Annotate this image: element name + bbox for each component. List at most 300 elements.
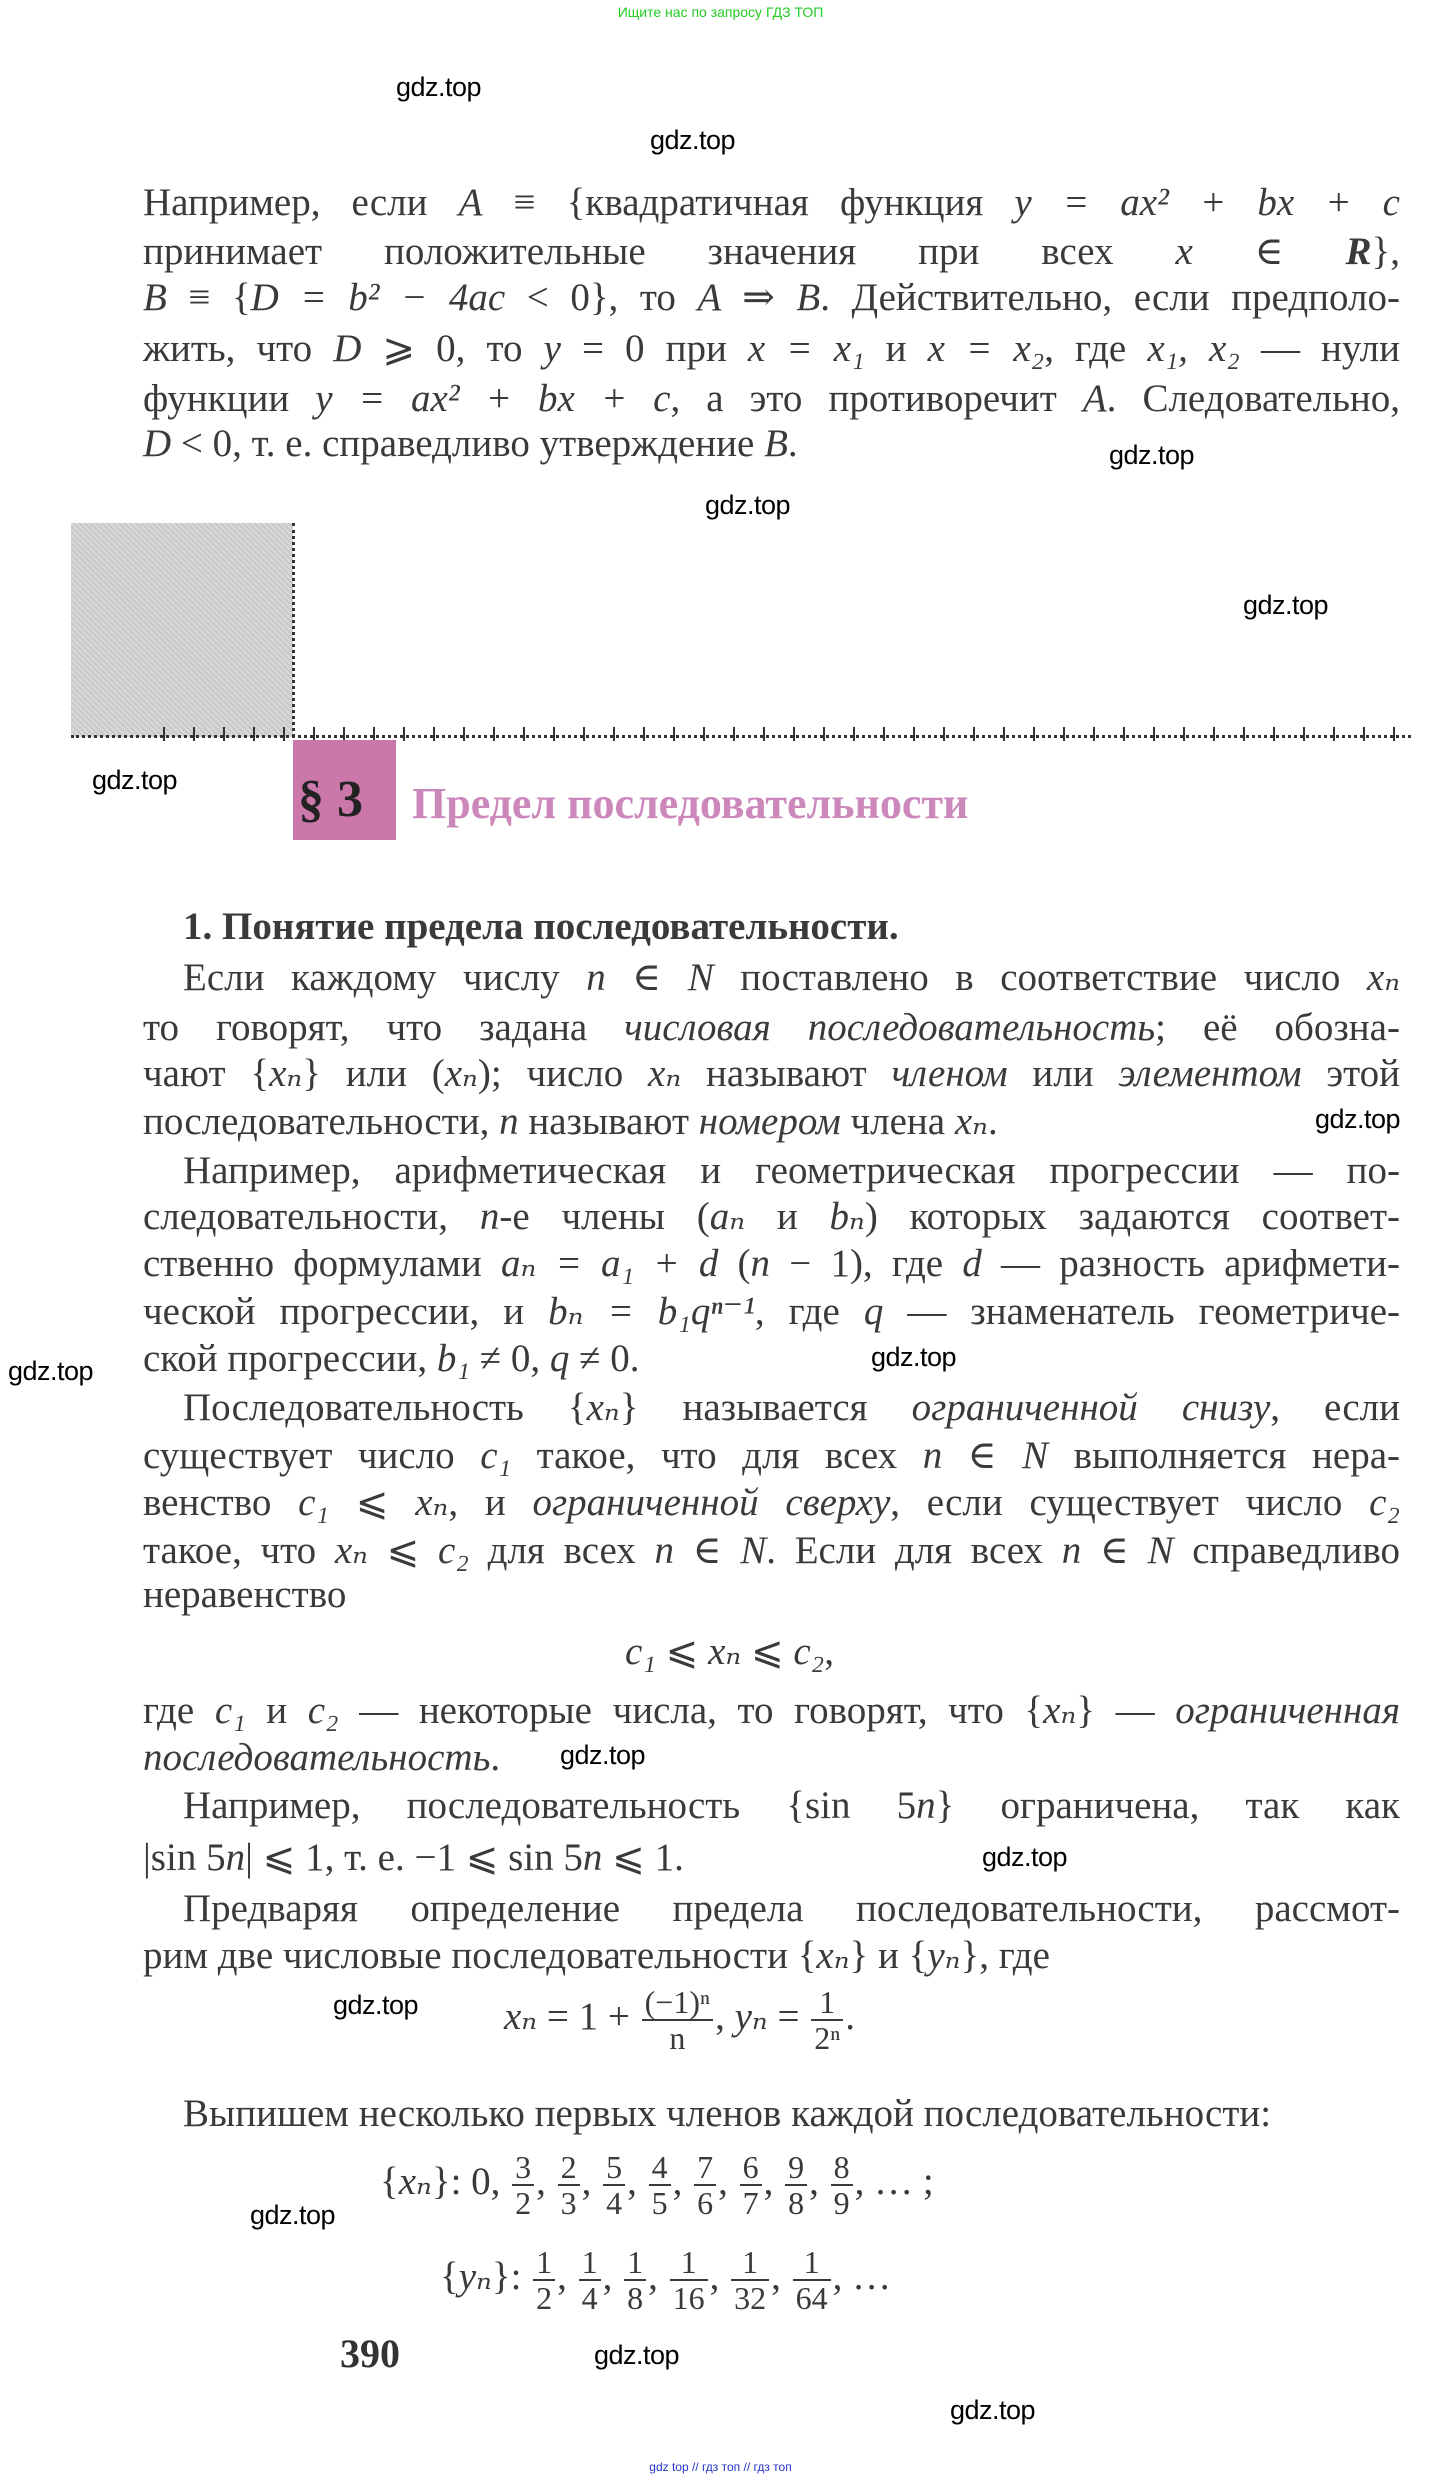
math-text: y: [543, 327, 561, 370]
watermark: gdz.top: [950, 2395, 1036, 2425]
text-segment: и: [745, 1195, 830, 1238]
math-text: членом: [891, 1052, 1008, 1095]
fraction: [624, 2245, 646, 2315]
text-line: [143, 1384, 1400, 1432]
text-line: [143, 954, 1400, 1002]
text-segment: ∈: [674, 1529, 741, 1572]
fraction: [670, 2245, 708, 2315]
text-line: [143, 1098, 1400, 1146]
text-segment: такое, что для всех: [511, 1434, 923, 1477]
ruler-tick: [433, 727, 435, 741]
ruler-tick: [1153, 727, 1155, 741]
fraction-denominator: 7: [742, 2185, 759, 2221]
text-segment: Предваряя определение предела последовательности, рассмот-: [183, 1887, 1400, 1930]
fraction-numerator: 8: [831, 2150, 853, 2186]
text-segment: этой: [1301, 1052, 1400, 1095]
fraction-denominator: 3: [560, 2185, 577, 2221]
fraction-numerator: 2: [558, 2150, 580, 2186]
text-line: [143, 1240, 1400, 1288]
text-segment: ,: [557, 2254, 577, 2298]
text-line: [143, 1432, 1400, 1480]
fraction: [649, 2150, 671, 2220]
math-text: N: [1147, 1529, 1174, 1572]
text-segment: ,: [672, 2159, 693, 2203]
text-segment: | ⩽ 1, т. е. −1 ⩽ sin 5: [245, 1836, 583, 1879]
math-text: A: [1082, 377, 1107, 420]
text-segment: — нули: [1239, 327, 1400, 370]
text-segment: ≡ {квадратичная функция: [482, 181, 1015, 224]
math-text: xₙ: [444, 1052, 478, 1095]
watermark: gdz.top: [982, 1842, 1068, 1872]
fraction-numerator: 1: [731, 2245, 769, 2281]
text-line: [143, 420, 1400, 468]
math-text: c₂: [307, 1689, 339, 1732]
text-line: [143, 274, 1400, 322]
text-segment: ской прогрессии,: [143, 1337, 437, 1380]
fraction: [731, 2245, 769, 2315]
text-segment: Например, арифметическая и геометрическая прогрессии — по-: [183, 1149, 1400, 1192]
text-segment: ⩽: [741, 1630, 794, 1673]
text-line: [143, 1288, 1400, 1336]
math-text: xₙ: [398, 2159, 432, 2203]
text-segment: Например, если: [143, 181, 459, 224]
ruler-tick: [853, 727, 855, 741]
math-text: ограниченной сверху: [532, 1481, 891, 1524]
text-segment: существует число: [143, 1434, 481, 1477]
math-text: N: [740, 1529, 767, 1572]
fraction: [512, 2150, 534, 2220]
text-segment: ,: [718, 2159, 738, 2203]
text-segment: рим две числовые последовательности {: [143, 1934, 817, 1977]
math-text: c₁: [625, 1630, 656, 1673]
math-text: ограниченной снизу: [911, 1386, 1271, 1429]
text-segment: чают {: [143, 1052, 270, 1095]
text-segment: {: [440, 2254, 459, 2298]
ruler-tick: [1243, 727, 1245, 741]
text-segment: и: [245, 1689, 308, 1732]
text-segment: , и: [448, 1481, 533, 1524]
fraction-denominator: 5: [651, 2185, 668, 2221]
fraction: [694, 2150, 716, 2220]
math-text: N: [687, 956, 714, 999]
math-text: q: [549, 1337, 570, 1380]
text-segment: . Если для всех: [766, 1529, 1062, 1572]
text-segment: то говорят, что задана: [143, 1006, 625, 1049]
text-segment: ⩽ 1.: [602, 1836, 684, 1879]
ruler-tick: [703, 727, 705, 741]
decorative-dotted-vertical-rule: [292, 523, 295, 737]
math-text: q: [863, 1290, 884, 1333]
text-segment: ,: [536, 2159, 556, 2203]
text-segment: },: [1371, 230, 1400, 273]
fraction-denominator: 6: [697, 2185, 714, 2221]
math-text: c₂: [438, 1529, 469, 1572]
watermark: gdz.top: [1109, 440, 1195, 470]
math-text: D = b² − 4ac: [250, 276, 506, 319]
math-text: c₁: [214, 1689, 246, 1732]
math-text: xₙ: [1043, 1689, 1077, 1732]
math-text: bₙ = b₁qⁿ⁻¹: [548, 1290, 755, 1333]
text-segment: ; её обозна-: [1155, 1006, 1400, 1049]
text-segment: |sin 5: [143, 1836, 226, 1879]
text-segment: следовательности,: [143, 1195, 480, 1238]
text-line: [143, 1527, 1400, 1575]
text-line: [143, 1004, 1400, 1052]
text-segment: ,: [627, 2159, 647, 2203]
footer-watermark: gdz top // гдз топ // гдз топ: [649, 2460, 792, 2474]
math-text: n: [750, 1242, 771, 1285]
text-segment: ); число: [477, 1052, 649, 1095]
text-segment: последовательности,: [143, 1100, 500, 1143]
fraction-numerator: 3: [512, 2150, 534, 2186]
math-text: yₙ: [734, 1994, 768, 2038]
text-line: [143, 1479, 1400, 1527]
math-text: xₙ: [1366, 956, 1401, 999]
text-segment: ∈: [942, 1434, 1023, 1477]
math-text: yₙ: [927, 1934, 961, 1977]
fraction-numerator: 5: [603, 2150, 625, 2186]
text-line: [143, 1834, 1400, 1882]
text-segment: члена: [840, 1100, 955, 1143]
ruler-tick: [733, 727, 735, 741]
math-text: D: [143, 422, 172, 465]
watermark: gdz.top: [333, 1990, 419, 2020]
fraction-denominator: 32: [734, 2280, 767, 2316]
math-text: xₙ: [334, 1529, 368, 1572]
text-segment: венство: [143, 1481, 299, 1524]
math-text: xₙ: [954, 1100, 988, 1143]
math-text: y = ax² + bx + c: [315, 377, 671, 420]
math-text: A ⇒ B: [697, 276, 821, 319]
text-segment: ) которых задаются соответ-: [864, 1195, 1401, 1238]
text-segment: .: [787, 422, 798, 465]
math-text: xₙ: [648, 1052, 682, 1095]
math-text: R: [1345, 230, 1372, 273]
ruler-tick: [313, 727, 315, 741]
fraction-denominator: 2: [536, 2280, 553, 2316]
math-text: n: [586, 956, 606, 999]
text-line: [143, 1932, 1400, 1980]
text-segment: }, где: [960, 1934, 1050, 1977]
text-line: [143, 1571, 1400, 1619]
fraction-numerator: 6: [740, 2150, 762, 2186]
ruler-tick: [793, 727, 795, 741]
math-text: последовательность: [143, 1736, 491, 1779]
math-text: c₂: [793, 1630, 825, 1673]
text-segment: ственно формулами: [143, 1242, 501, 1285]
text-line: [143, 1050, 1400, 1098]
ruler-tick: [913, 727, 915, 741]
math-text: xₙ: [586, 1386, 620, 1429]
fraction-denominator: 9: [833, 2185, 850, 2221]
text-segment: ≡ {: [166, 276, 251, 319]
text-segment: (: [718, 1242, 751, 1285]
text-line: [143, 375, 1400, 423]
fraction-denominator: 4: [606, 2185, 623, 2221]
text-segment: , … ;: [854, 2159, 934, 2203]
text-segment: ≠ 0.: [569, 1337, 640, 1380]
text-line: [143, 1782, 1400, 1830]
fraction-numerator: 4: [649, 2150, 671, 2186]
ruler-tick: [343, 727, 345, 741]
text-segment: для всех: [468, 1529, 655, 1572]
watermark: gdz.top: [560, 1740, 646, 1770]
fraction: [785, 2150, 807, 2220]
text-segment: ⩾ 0, то: [361, 327, 544, 370]
math-text: n: [1061, 1529, 1082, 1572]
ruler-tick: [1003, 727, 1005, 741]
text-segment: ,: [715, 1994, 735, 2038]
text-segment: } —: [1076, 1689, 1176, 1732]
text-line: [504, 1985, 855, 2055]
fraction-numerator: 7: [694, 2150, 716, 2186]
section-title: Предел последовательности: [412, 779, 969, 828]
text-segment: , …: [832, 2254, 892, 2298]
text-segment: Выпишем несколько первых членов каждой последовательности:: [183, 2092, 1272, 2135]
fraction-numerator: 1: [579, 2245, 601, 2281]
ruler-tick: [1273, 727, 1275, 741]
math-text: aₙ: [709, 1195, 746, 1238]
text-line: [143, 1687, 1400, 1735]
math-text: элементом: [1118, 1052, 1302, 1095]
text-segment: } или (: [302, 1052, 445, 1095]
text-line: [143, 1335, 1400, 1383]
text-line: [143, 1734, 1400, 1782]
ruler-tick: [1063, 727, 1065, 741]
ruler-tick: [523, 727, 525, 741]
math-text: x = x₂: [927, 327, 1045, 370]
math-text: N: [1022, 1434, 1049, 1477]
text-segment: называют: [681, 1052, 892, 1095]
fraction-numerator: 1: [670, 2245, 708, 2281]
decorative-gray-block: [71, 523, 293, 737]
ruler-tick: [1213, 727, 1215, 741]
text-segment: ,: [763, 2159, 784, 2203]
text-segment: ,: [709, 2254, 730, 2298]
ruler-tick: [283, 727, 285, 741]
ruler-tick: [583, 727, 585, 741]
text-segment: 1. Понятие предела последовательности.: [183, 905, 899, 948]
text-segment: , где: [1044, 327, 1148, 370]
text-segment: ,: [581, 2159, 602, 2203]
watermark: gdz.top: [250, 2200, 336, 2230]
fraction-numerator: (−1)ⁿ: [642, 1985, 713, 2021]
fraction-denominator: 8: [788, 2185, 805, 2221]
math-text: n: [582, 1836, 603, 1879]
text-segment: } ограничена, так как: [935, 1784, 1401, 1827]
ruler-tick: [823, 727, 825, 741]
fraction-numerator: 1: [533, 2245, 555, 2281]
text-segment: выполняется нера-: [1048, 1434, 1400, 1477]
fraction-denominator: n: [669, 2020, 686, 2056]
ruler-tick: [1303, 727, 1305, 741]
text-segment: } и {: [849, 1934, 928, 1977]
ruler-tick: [1363, 727, 1365, 741]
text-segment: ∈: [1192, 230, 1346, 273]
math-text: b₁: [436, 1337, 470, 1380]
ruler-tick: [403, 727, 405, 741]
text-segment: -е члены (: [499, 1195, 710, 1238]
fraction: [811, 1985, 843, 2055]
math-text: aₙ = a₁ + d: [500, 1242, 719, 1285]
text-segment: .: [845, 1994, 856, 2038]
fraction-denominator: 4: [581, 2280, 598, 2316]
text-segment: — некоторые числа, то говорят, что {: [338, 1689, 1044, 1732]
text-segment: , если: [1270, 1386, 1400, 1429]
text-segment: поставлено в соответствие число: [713, 956, 1367, 999]
section-number: § 3: [298, 771, 363, 828]
ruler-tick: [493, 727, 495, 741]
math-text: n: [916, 1784, 936, 1827]
fraction: [740, 2150, 762, 2220]
text-segment: . Действительно, если предполо-: [820, 276, 1400, 319]
text-segment: ⩽: [367, 1529, 439, 1572]
text-line: [143, 1193, 1400, 1241]
watermark: gdz.top: [1243, 590, 1329, 620]
math-text: y = ax² + bx + c: [1014, 181, 1400, 224]
text-segment: где: [143, 1689, 215, 1732]
text-segment: } называется: [619, 1386, 912, 1429]
math-text: n: [922, 1434, 943, 1477]
math-text: номером: [698, 1100, 841, 1143]
ruler-tick: [883, 727, 885, 741]
math-text: xₙ: [708, 1630, 742, 1673]
text-segment: = 1 +: [537, 1994, 640, 2038]
math-text: bₙ: [829, 1195, 865, 1238]
text-segment: − 1), где: [770, 1242, 963, 1285]
text-segment: — разность арифмети-: [981, 1242, 1400, 1285]
page-number: 390: [340, 2331, 400, 2376]
text-segment: или: [1007, 1052, 1119, 1095]
ruler-tick: [463, 727, 465, 741]
text-segment: жить, что: [143, 327, 334, 370]
text-segment: =: [767, 1994, 810, 2038]
math-text: числовая последовательность: [624, 1006, 1156, 1049]
text-segment: ,: [809, 2159, 829, 2203]
math-text: c₁: [298, 1481, 329, 1524]
ruler-tick: [673, 727, 675, 741]
text-segment: Если каждому числу: [183, 956, 587, 999]
text-segment: . Следовательно,: [1106, 377, 1400, 420]
math-text: n: [654, 1529, 674, 1572]
fraction-denominator: 64: [795, 2280, 828, 2316]
math-text: c₁: [480, 1434, 512, 1477]
fraction: [558, 2150, 580, 2220]
text-segment: ,: [602, 2254, 623, 2298]
text-segment: называют: [518, 1100, 699, 1143]
fraction: [579, 2245, 601, 2315]
fraction-denominator: 2ⁿ: [814, 2020, 841, 2056]
text-segment: < 0, т. е. справедливо утверждение: [171, 422, 765, 465]
text-segment: < 0}, то: [505, 276, 698, 319]
watermark: gdz.top: [1315, 1104, 1401, 1134]
text-line: [625, 1628, 834, 1676]
ruler-tick: [1393, 727, 1395, 741]
math-text: xₙ: [816, 1934, 850, 1977]
text-segment: }: 0,: [431, 2159, 511, 2203]
math-text: yₙ: [458, 2254, 492, 2298]
watermark: gdz.top: [705, 490, 791, 520]
text-segment: принимает положительные значения при всех: [143, 230, 1176, 273]
math-text: n: [499, 1100, 519, 1143]
math-text: A: [458, 181, 483, 224]
text-line: [440, 2245, 891, 2315]
text-segment: }:: [491, 2254, 532, 2298]
text-segment: и: [864, 327, 928, 370]
math-text: xₙ: [269, 1052, 303, 1095]
fraction: [831, 2150, 853, 2220]
text-line: [143, 228, 1400, 276]
text-segment: ≠ 0,: [469, 1337, 550, 1380]
math-text: x₁, x₂: [1147, 327, 1240, 370]
math-text: n: [225, 1836, 246, 1879]
watermark: gdz.top: [396, 72, 482, 102]
text-segment: , если существует число: [890, 1481, 1370, 1524]
fraction-denominator: 16: [672, 2280, 705, 2316]
decorative-dotted-ruler: [71, 735, 1411, 738]
fraction-numerator: 1: [624, 2245, 646, 2281]
text-segment: , а это противоречит: [670, 377, 1083, 420]
ruler-tick: [193, 727, 195, 741]
fraction-numerator: 9: [785, 2150, 807, 2186]
text-segment: ,: [771, 2254, 791, 2298]
fraction: [793, 2245, 831, 2315]
watermark: gdz.top: [650, 125, 736, 155]
math-text: n: [479, 1195, 500, 1238]
ruler-tick: [1093, 727, 1095, 741]
text-line: [143, 903, 1400, 951]
fraction: [642, 1985, 713, 2055]
ruler-tick: [553, 727, 555, 741]
math-text: ограниченная: [1175, 1689, 1400, 1732]
ruler-tick: [1183, 727, 1185, 741]
ruler-tick: [163, 727, 165, 741]
ruler-tick: [253, 727, 255, 741]
text-segment: неравенство: [143, 1573, 347, 1616]
ruler-tick: [223, 727, 225, 741]
math-text: D: [333, 327, 362, 370]
math-text: xₙ: [504, 1994, 538, 2038]
fraction-numerator: 1: [811, 1985, 843, 2021]
fraction-denominator: 2: [515, 2185, 532, 2221]
text-segment: Например, последовательность {sin 5: [183, 1784, 917, 1827]
text-segment: справедливо: [1173, 1529, 1400, 1572]
ruler-tick: [643, 727, 645, 741]
text-segment: ∈: [1081, 1529, 1148, 1572]
text-segment: , где: [754, 1290, 864, 1333]
text-segment: .: [987, 1100, 998, 1143]
text-segment: функции: [143, 377, 316, 420]
ruler-tick: [973, 727, 975, 741]
text-segment: = 0 при: [560, 327, 748, 370]
text-segment: ⩽: [655, 1630, 709, 1673]
text-segment: {: [380, 2159, 399, 2203]
text-segment: .: [490, 1736, 501, 1779]
watermark: gdz.top: [871, 1342, 957, 1372]
text-segment: ,: [648, 2254, 668, 2298]
watermark: gdz.top: [8, 1356, 94, 1386]
text-segment: такое, что: [143, 1529, 335, 1572]
text-line: [380, 2150, 934, 2220]
watermark: gdz.top: [594, 2340, 680, 2370]
math-text: x: [1175, 230, 1193, 273]
watermark: gdz.top: [92, 765, 178, 795]
ruler-tick: [613, 727, 615, 741]
ruler-tick: [943, 727, 945, 741]
ruler-tick: [1333, 727, 1335, 741]
math-text: d: [962, 1242, 982, 1285]
math-text: x = x₁: [747, 327, 865, 370]
